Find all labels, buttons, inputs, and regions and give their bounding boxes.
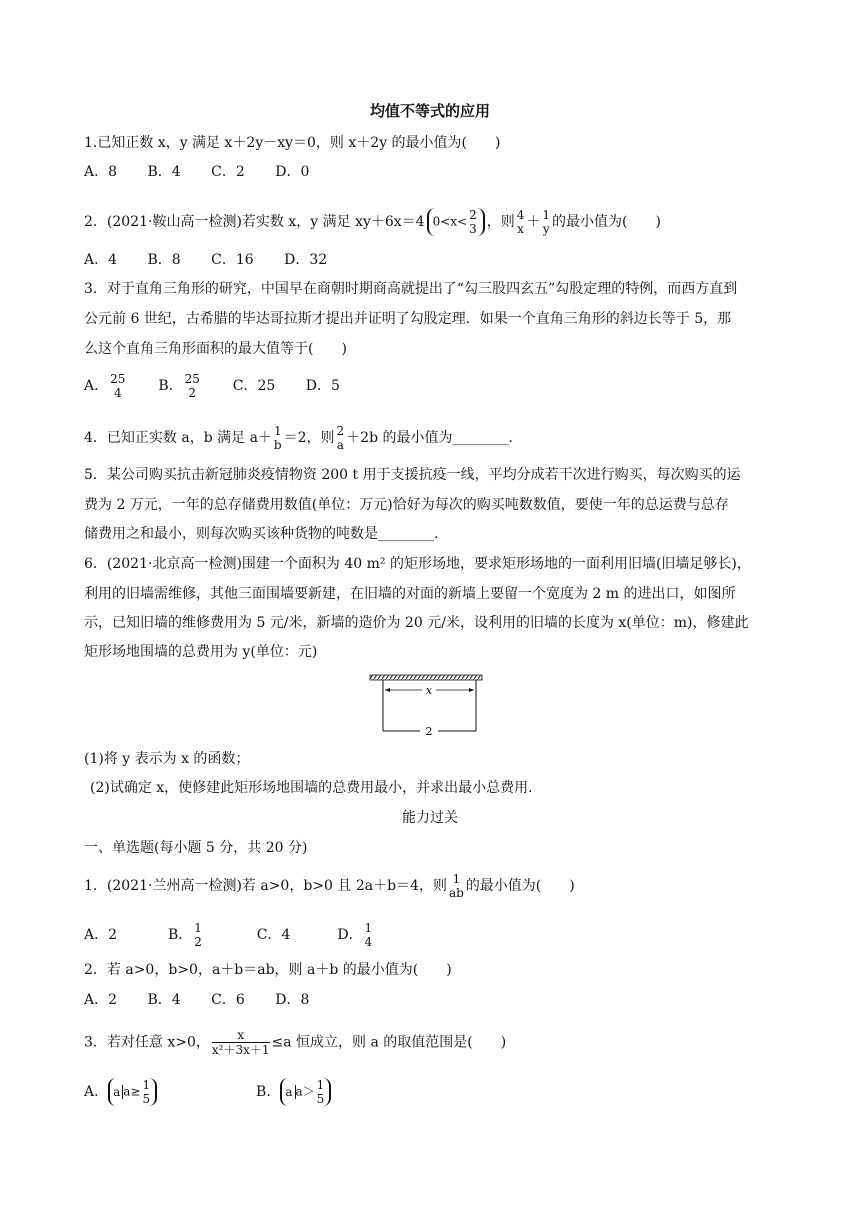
fraction-2-over-a: [337, 424, 345, 452]
question-2-options: [84, 250, 353, 270]
option-b-fraction: [185, 372, 200, 400]
x-arrow-left: [385, 688, 390, 692]
option-c: C．16: [211, 252, 254, 268]
wall-diagram: [366, 673, 486, 737]
numerator: 2: [336, 424, 345, 438]
problem-1-options: [84, 921, 374, 949]
question-5-line-2: 费为 2 万元，一年的总存储费用数值(单位：万元)恰好为每次的购买吨数数值，要使一年的总运费与总存: [84, 497, 729, 513]
question-3-line-2: 公元前 6 世纪，古希腊的毕达哥拉斯才提出并证明了勾股定理．如果一个直角三角形的斜边长等于 5，那: [84, 311, 732, 327]
x-arrow-right: [469, 688, 474, 692]
fraction-4-over-x: [517, 208, 525, 236]
option-b-fraction: [194, 921, 202, 949]
question-6-line-1: 6．(2021·北京高一检测)围建一个面积为 40 m² 的矩形场地，要求矩形场地的一面利用旧墙(旧墙足够长)，: [84, 556, 751, 572]
fraction-x-over-poly: [212, 1028, 270, 1057]
option-a: A．2: [84, 927, 118, 943]
denominator: y: [542, 222, 550, 236]
fraction-1-over-ab: [449, 872, 464, 900]
option-b: B．4: [147, 992, 181, 1008]
denominator: 4: [113, 386, 122, 400]
option-b-label: B．: [158, 378, 183, 394]
fraction-1-over-b: [274, 424, 282, 452]
question-3-line-1: 3．对于直角三角形的研究，中国早在商朝时期商高就提出了“勾三股四玄五”勾股定理的特例，而西方直到: [84, 281, 738, 297]
option-d: D．8: [275, 992, 310, 1008]
gate-label: 2: [425, 725, 433, 737]
option-d: D．0: [275, 164, 310, 180]
option-a-label: A．: [84, 378, 109, 394]
fraction-1-over-y: [542, 208, 550, 236]
set-relation: a≥: [123, 1084, 141, 1099]
denominator: 3: [469, 222, 477, 236]
question-2-mid: ，则: [486, 214, 515, 230]
option-a: A．4: [84, 252, 118, 268]
problem-2-options: [84, 990, 335, 1010]
question-1: 1.已知正数 x，y 满足 x＋2y－xy＝0，则 x＋2y 的最小值为( ): [84, 135, 501, 151]
numerator: 1: [316, 1078, 325, 1092]
part-heading: 一、单选题(每小题 5 分，共 20 分): [84, 840, 308, 856]
question-2-prefix: 2．(2021·鞍山高一检测)若实数 x，y 满足 xy＋6x＝4: [84, 214, 425, 230]
question-3-line-3: 么这个直角三角形面积的最大值等于( ): [84, 341, 347, 357]
question-6-sub-1: (1)将 y 表示为 x 的函数；: [84, 751, 250, 767]
question-5-line-1: 5．某公司购买抗击新冠肺炎疫情物资 200 t 用于支援抗疫一线，平均分成若干次进行购买，每次购买的运: [84, 467, 741, 483]
set-relation: a＞: [295, 1084, 315, 1099]
section-heading: 能力过关: [402, 810, 458, 826]
denominator: b: [273, 438, 282, 452]
denominator: 5: [316, 1092, 325, 1106]
question-6-sub-2: (2)试确定 x，使修建此矩形场地围墙的总费用最小，并求出最小总费用．: [90, 780, 543, 796]
problem-3: [84, 1028, 506, 1057]
option-b: B．4: [147, 164, 181, 180]
denominator: x²＋3x＋1: [211, 1043, 270, 1057]
question-6-line-3: 示，已知旧墙的维修费用为 5 元/米，新墙的造价为 20 元/米，设利用的旧墙的长度为 x(单位：m)，修建此: [84, 615, 749, 631]
problem-3-prefix: 3．若对任意 x>0，: [84, 1034, 210, 1051]
option-b-set: [280, 1078, 331, 1106]
set-fraction: [143, 1078, 151, 1106]
condition-text: 0<x<: [432, 214, 468, 229]
denominator: x: [517, 222, 524, 236]
option-c: C．6: [211, 992, 245, 1008]
problem-3-suffix: ≤a 恒成立，则 a 的取值范围是( ): [271, 1034, 507, 1051]
option-d: D．32: [284, 252, 328, 268]
set-fraction: [317, 1078, 325, 1106]
x-label: x: [425, 684, 433, 697]
question-6-line-2: 利用的旧墙需维修，其他三面围墙要新建，在旧墙的对面的新墙上要留一个宽度为 2 m 的进出口，如图所: [84, 586, 736, 602]
question-4: [84, 424, 513, 452]
denominator: ab: [448, 886, 464, 900]
option-a: A．2: [84, 992, 118, 1008]
problem-1-prefix: 1．(2021·兰州高一检测)若 a>0，b>0 且 2a＋b＝4，则: [84, 878, 447, 894]
numerator: 1: [452, 872, 461, 886]
option-b: B．8: [147, 252, 181, 268]
question-1-options: [84, 162, 335, 182]
denominator: 5: [142, 1092, 151, 1106]
question-2: [84, 208, 661, 236]
numerator: x: [212, 1028, 270, 1043]
set-var: a: [113, 1085, 123, 1099]
question-5-line-3: 储费用之和最小，则每次购买该种货物的吨数是________.: [84, 526, 439, 542]
problem-2: 2．若 a>0，b>0，a＋b＝ab，则 a＋b 的最小值为( ): [84, 962, 452, 978]
numerator: 2: [469, 208, 477, 222]
option-b-label: B．: [167, 927, 193, 943]
question-6-line-4: 矩形场地围墙的总费用为 y(单位：元): [84, 644, 318, 660]
denominator: 2: [188, 386, 197, 400]
numerator: 25: [184, 372, 200, 386]
option-c: C．25: [232, 378, 276, 394]
set-var: a: [285, 1085, 295, 1099]
question-3-options: [84, 372, 366, 400]
denominator: a: [336, 438, 344, 452]
option-d-fraction: [365, 921, 373, 949]
problem-1-suffix: 的最小值为( ): [465, 878, 575, 894]
question-4-suffix: ＋2b 的最小值为________.: [346, 430, 513, 446]
numerator: 1: [142, 1078, 151, 1092]
question-4-mid: ＝2，则: [283, 430, 335, 446]
numerator: 1: [194, 921, 202, 935]
problem-3-options: [84, 1078, 331, 1106]
option-a-label: A．: [84, 1084, 109, 1100]
option-d-label: D．: [337, 927, 363, 943]
denominator: 4: [364, 935, 373, 949]
plus-sign: ＋: [526, 214, 541, 230]
numerator: 1: [364, 921, 373, 935]
option-c: C．2: [211, 164, 245, 180]
option-b-label: B．: [256, 1084, 281, 1100]
option-a-set: [108, 1078, 157, 1106]
condition-fraction: [469, 208, 477, 236]
option-a-fraction: [110, 372, 125, 400]
numerator: 1: [542, 208, 551, 222]
page-title: 均值不等式的应用: [369, 102, 490, 120]
condition-bracket: [427, 208, 485, 236]
option-c: C．4: [256, 927, 291, 943]
denominator: 2: [194, 935, 202, 949]
numerator: 25: [110, 372, 126, 386]
question-4-prefix: 4．已知正实数 a，b 满足 a＋: [84, 430, 272, 446]
option-d: D．5: [305, 378, 340, 394]
problem-1: [84, 872, 575, 900]
numerator: 4: [516, 208, 525, 222]
old-wall-hatch: [370, 675, 482, 680]
question-2-suffix: 的最小值为( ): [552, 214, 661, 230]
option-a: A．8: [84, 164, 118, 180]
numerator: 1: [273, 424, 282, 438]
